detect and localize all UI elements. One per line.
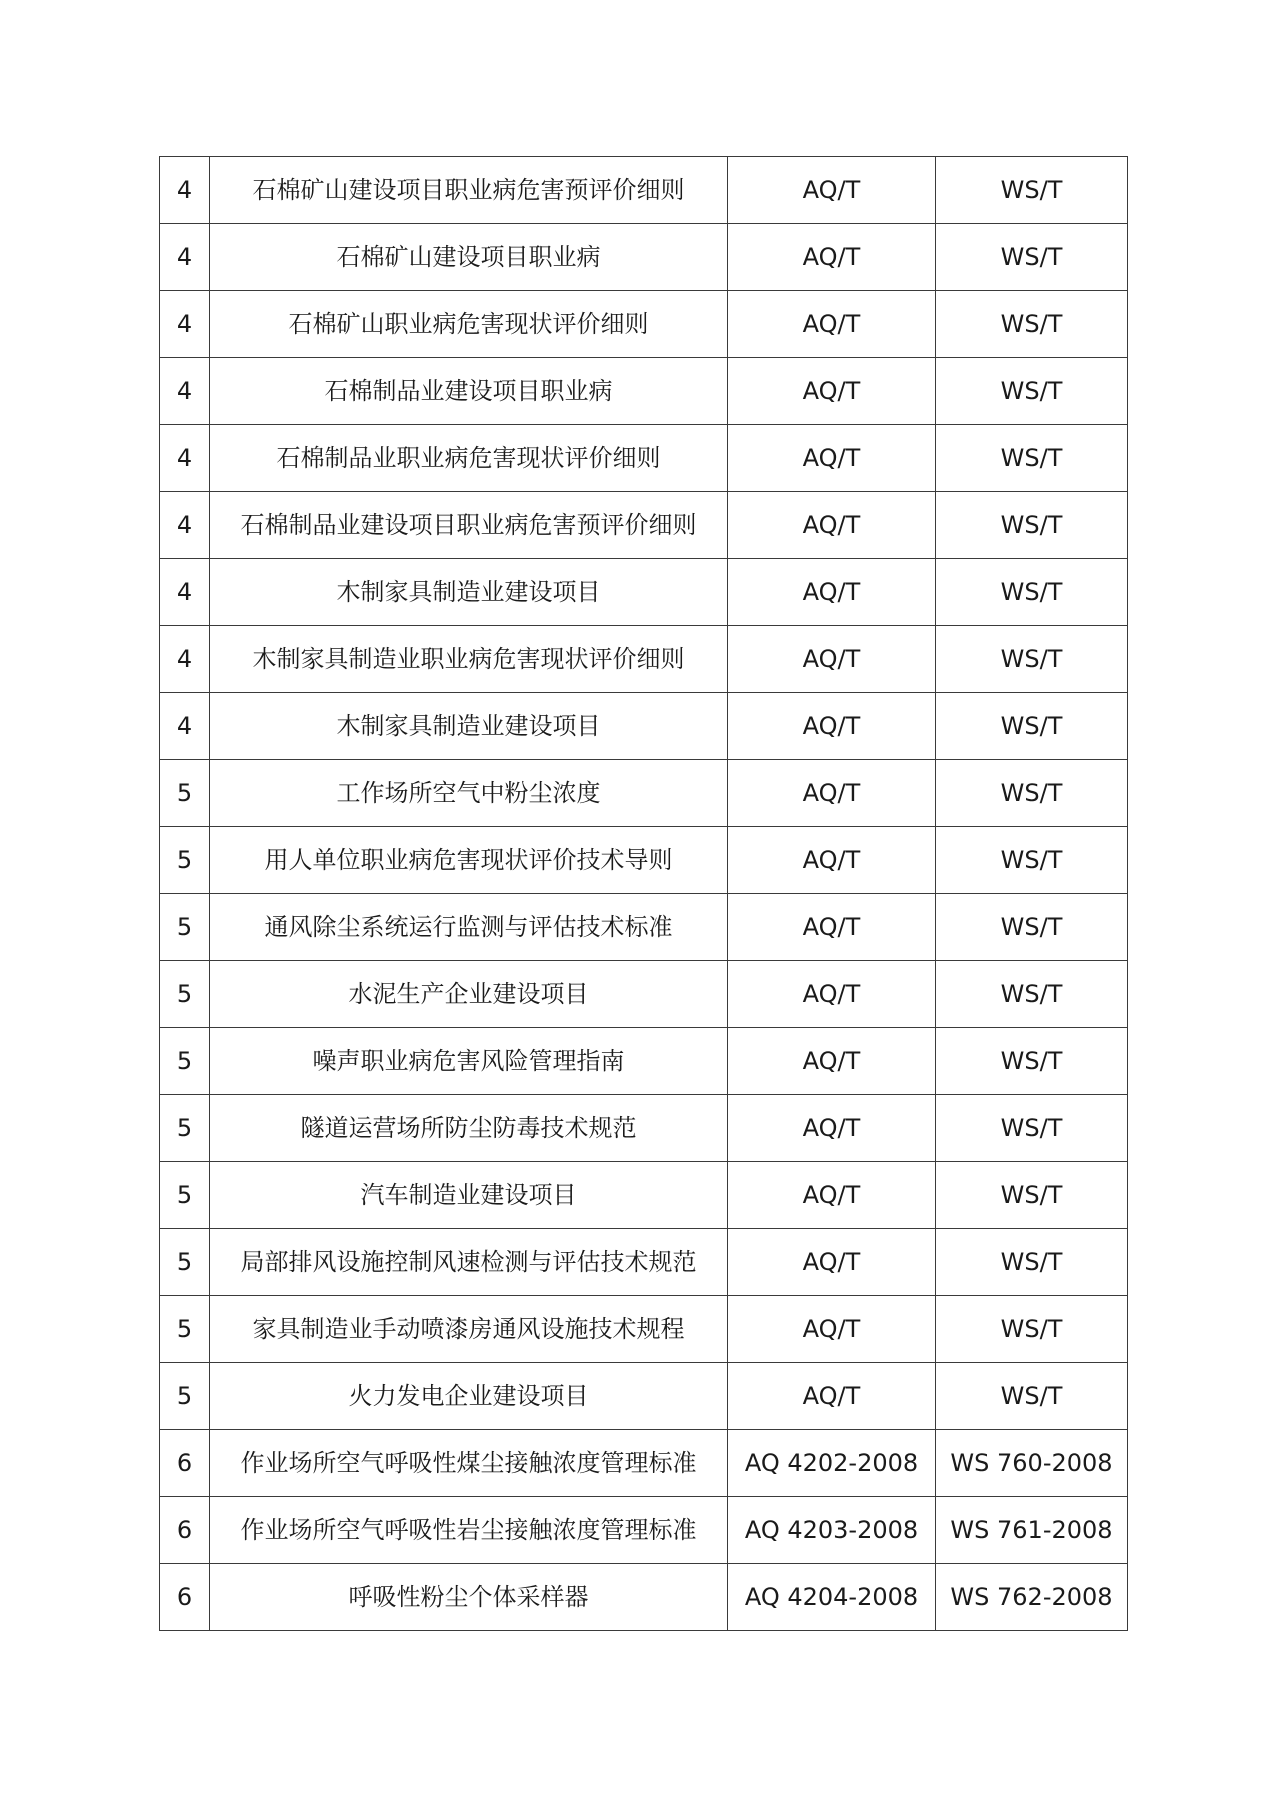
standard-name-cell: 木制家具制造业职业病危害现状评价细则: [210, 626, 728, 693]
aq-code-cell: AQ/T: [728, 1229, 936, 1296]
row-number-cell: 5: [160, 894, 210, 961]
table-row: [160, 425, 1128, 492]
ws-code-cell: WS 762-2008: [936, 1564, 1128, 1631]
standard-name-cell: 作业场所空气呼吸性岩尘接触浓度管理标准: [210, 1497, 728, 1564]
standard-name-cell: 石棉制品业建设项目职业病危害预评价细则: [210, 492, 728, 559]
aq-code-cell: AQ/T: [728, 760, 936, 827]
row-number-cell: 5: [160, 1296, 210, 1363]
aq-code-cell: AQ/T: [728, 224, 936, 291]
standard-name-cell: 木制家具制造业建设项目: [210, 693, 728, 760]
standard-name-cell: 通风除尘系统运行监测与评估技术标准: [210, 894, 728, 961]
row-number-cell: 4: [160, 291, 210, 358]
ws-code-cell: WS/T: [936, 894, 1128, 961]
ws-code-cell: WS/T: [936, 760, 1128, 827]
ws-code-cell: WS/T: [936, 693, 1128, 760]
aq-code-cell: AQ/T: [728, 1162, 936, 1229]
row-number-cell: 4: [160, 626, 210, 693]
row-number-cell: 5: [160, 1363, 210, 1430]
ws-code-cell: WS/T: [936, 961, 1128, 1028]
standard-name-cell: 噪声职业病危害风险管理指南: [210, 1028, 728, 1095]
table-row: [160, 1296, 1128, 1363]
ws-code-cell: WS/T: [936, 224, 1128, 291]
table-row: [160, 961, 1128, 1028]
table-row: [160, 894, 1128, 961]
aq-code-cell: AQ/T: [728, 693, 936, 760]
row-number-cell: 5: [160, 1229, 210, 1296]
standard-name-cell: 用人单位职业病危害现状评价技术导则: [210, 827, 728, 894]
table-row: [160, 1229, 1128, 1296]
row-number-cell: 6: [160, 1564, 210, 1631]
ws-code-cell: WS/T: [936, 291, 1128, 358]
ws-code-cell: WS/T: [936, 1095, 1128, 1162]
ws-code-cell: WS/T: [936, 1028, 1128, 1095]
ws-code-cell: WS 761-2008: [936, 1497, 1128, 1564]
aq-code-cell: AQ 4204-2008: [728, 1564, 936, 1631]
standards-table: [159, 156, 1128, 1631]
row-number-cell: 4: [160, 224, 210, 291]
aq-code-cell: AQ/T: [728, 1296, 936, 1363]
ws-code-cell: WS/T: [936, 425, 1128, 492]
standard-name-cell: 石棉制品业建设项目职业病: [210, 358, 728, 425]
row-number-cell: 6: [160, 1430, 210, 1497]
aq-code-cell: AQ/T: [728, 1028, 936, 1095]
aq-code-cell: AQ/T: [728, 894, 936, 961]
ws-code-cell: WS/T: [936, 626, 1128, 693]
ws-code-cell: WS/T: [936, 1296, 1128, 1363]
row-number-cell: 4: [160, 492, 210, 559]
standard-name-cell: 木制家具制造业建设项目: [210, 559, 728, 626]
aq-code-cell: AQ/T: [728, 358, 936, 425]
table-row: [160, 760, 1128, 827]
aq-code-cell: AQ/T: [728, 827, 936, 894]
row-number-cell: 4: [160, 425, 210, 492]
ws-code-cell: WS/T: [936, 827, 1128, 894]
ws-code-cell: WS/T: [936, 157, 1128, 224]
table-row: [160, 1564, 1128, 1631]
table-row: [160, 1095, 1128, 1162]
table-row: [160, 1162, 1128, 1229]
row-number-cell: 5: [160, 1162, 210, 1229]
table-row: [160, 1497, 1128, 1564]
table-row: [160, 559, 1128, 626]
standard-name-cell: 作业场所空气呼吸性煤尘接触浓度管理标准: [210, 1430, 728, 1497]
ws-code-cell: WS/T: [936, 358, 1128, 425]
standard-name-cell: 石棉矿山建设项目职业病: [210, 224, 728, 291]
table-row: [160, 1430, 1128, 1497]
row-number-cell: 5: [160, 1028, 210, 1095]
row-number-cell: 4: [160, 358, 210, 425]
table-row: [160, 492, 1128, 559]
aq-code-cell: AQ/T: [728, 492, 936, 559]
aq-code-cell: AQ/T: [728, 961, 936, 1028]
standard-name-cell: 石棉矿山职业病危害现状评价细则: [210, 291, 728, 358]
aq-code-cell: AQ/T: [728, 559, 936, 626]
table-row: [160, 693, 1128, 760]
row-number-cell: 4: [160, 693, 210, 760]
standards-table-body: [160, 157, 1128, 1631]
ws-code-cell: WS/T: [936, 492, 1128, 559]
aq-code-cell: AQ 4202-2008: [728, 1430, 936, 1497]
aq-code-cell: AQ/T: [728, 291, 936, 358]
table-row: [160, 1028, 1128, 1095]
standard-name-cell: 家具制造业手动喷漆房通风设施技术规程: [210, 1296, 728, 1363]
row-number-cell: 6: [160, 1497, 210, 1564]
row-number-cell: 5: [160, 1095, 210, 1162]
row-number-cell: 4: [160, 157, 210, 224]
aq-code-cell: AQ/T: [728, 157, 936, 224]
table-row: [160, 358, 1128, 425]
aq-code-cell: AQ/T: [728, 425, 936, 492]
ws-code-cell: WS/T: [936, 1229, 1128, 1296]
table-row: [160, 626, 1128, 693]
row-number-cell: 5: [160, 827, 210, 894]
aq-code-cell: AQ/T: [728, 1363, 936, 1430]
ws-code-cell: WS/T: [936, 1363, 1128, 1430]
standard-name-cell: 汽车制造业建设项目: [210, 1162, 728, 1229]
row-number-cell: 5: [160, 760, 210, 827]
table-row: [160, 1363, 1128, 1430]
ws-code-cell: WS 760-2008: [936, 1430, 1128, 1497]
standard-name-cell: 水泥生产企业建设项目: [210, 961, 728, 1028]
row-number-cell: 4: [160, 559, 210, 626]
table-row: [160, 224, 1128, 291]
table-row: [160, 157, 1128, 224]
ws-code-cell: WS/T: [936, 1162, 1128, 1229]
standard-name-cell: 工作场所空气中粉尘浓度: [210, 760, 728, 827]
standard-name-cell: 局部排风设施控制风速检测与评估技术规范: [210, 1229, 728, 1296]
standard-name-cell: 呼吸性粉尘个体采样器: [210, 1564, 728, 1631]
table-row: [160, 827, 1128, 894]
standard-name-cell: 石棉矿山建设项目职业病危害预评价细则: [210, 157, 728, 224]
row-number-cell: 5: [160, 961, 210, 1028]
table-row: [160, 291, 1128, 358]
aq-code-cell: AQ/T: [728, 626, 936, 693]
standard-name-cell: 石棉制品业职业病危害现状评价细则: [210, 425, 728, 492]
standard-name-cell: 隧道运营场所防尘防毒技术规范: [210, 1095, 728, 1162]
aq-code-cell: AQ 4203-2008: [728, 1497, 936, 1564]
standard-name-cell: 火力发电企业建设项目: [210, 1363, 728, 1430]
ws-code-cell: WS/T: [936, 559, 1128, 626]
aq-code-cell: AQ/T: [728, 1095, 936, 1162]
